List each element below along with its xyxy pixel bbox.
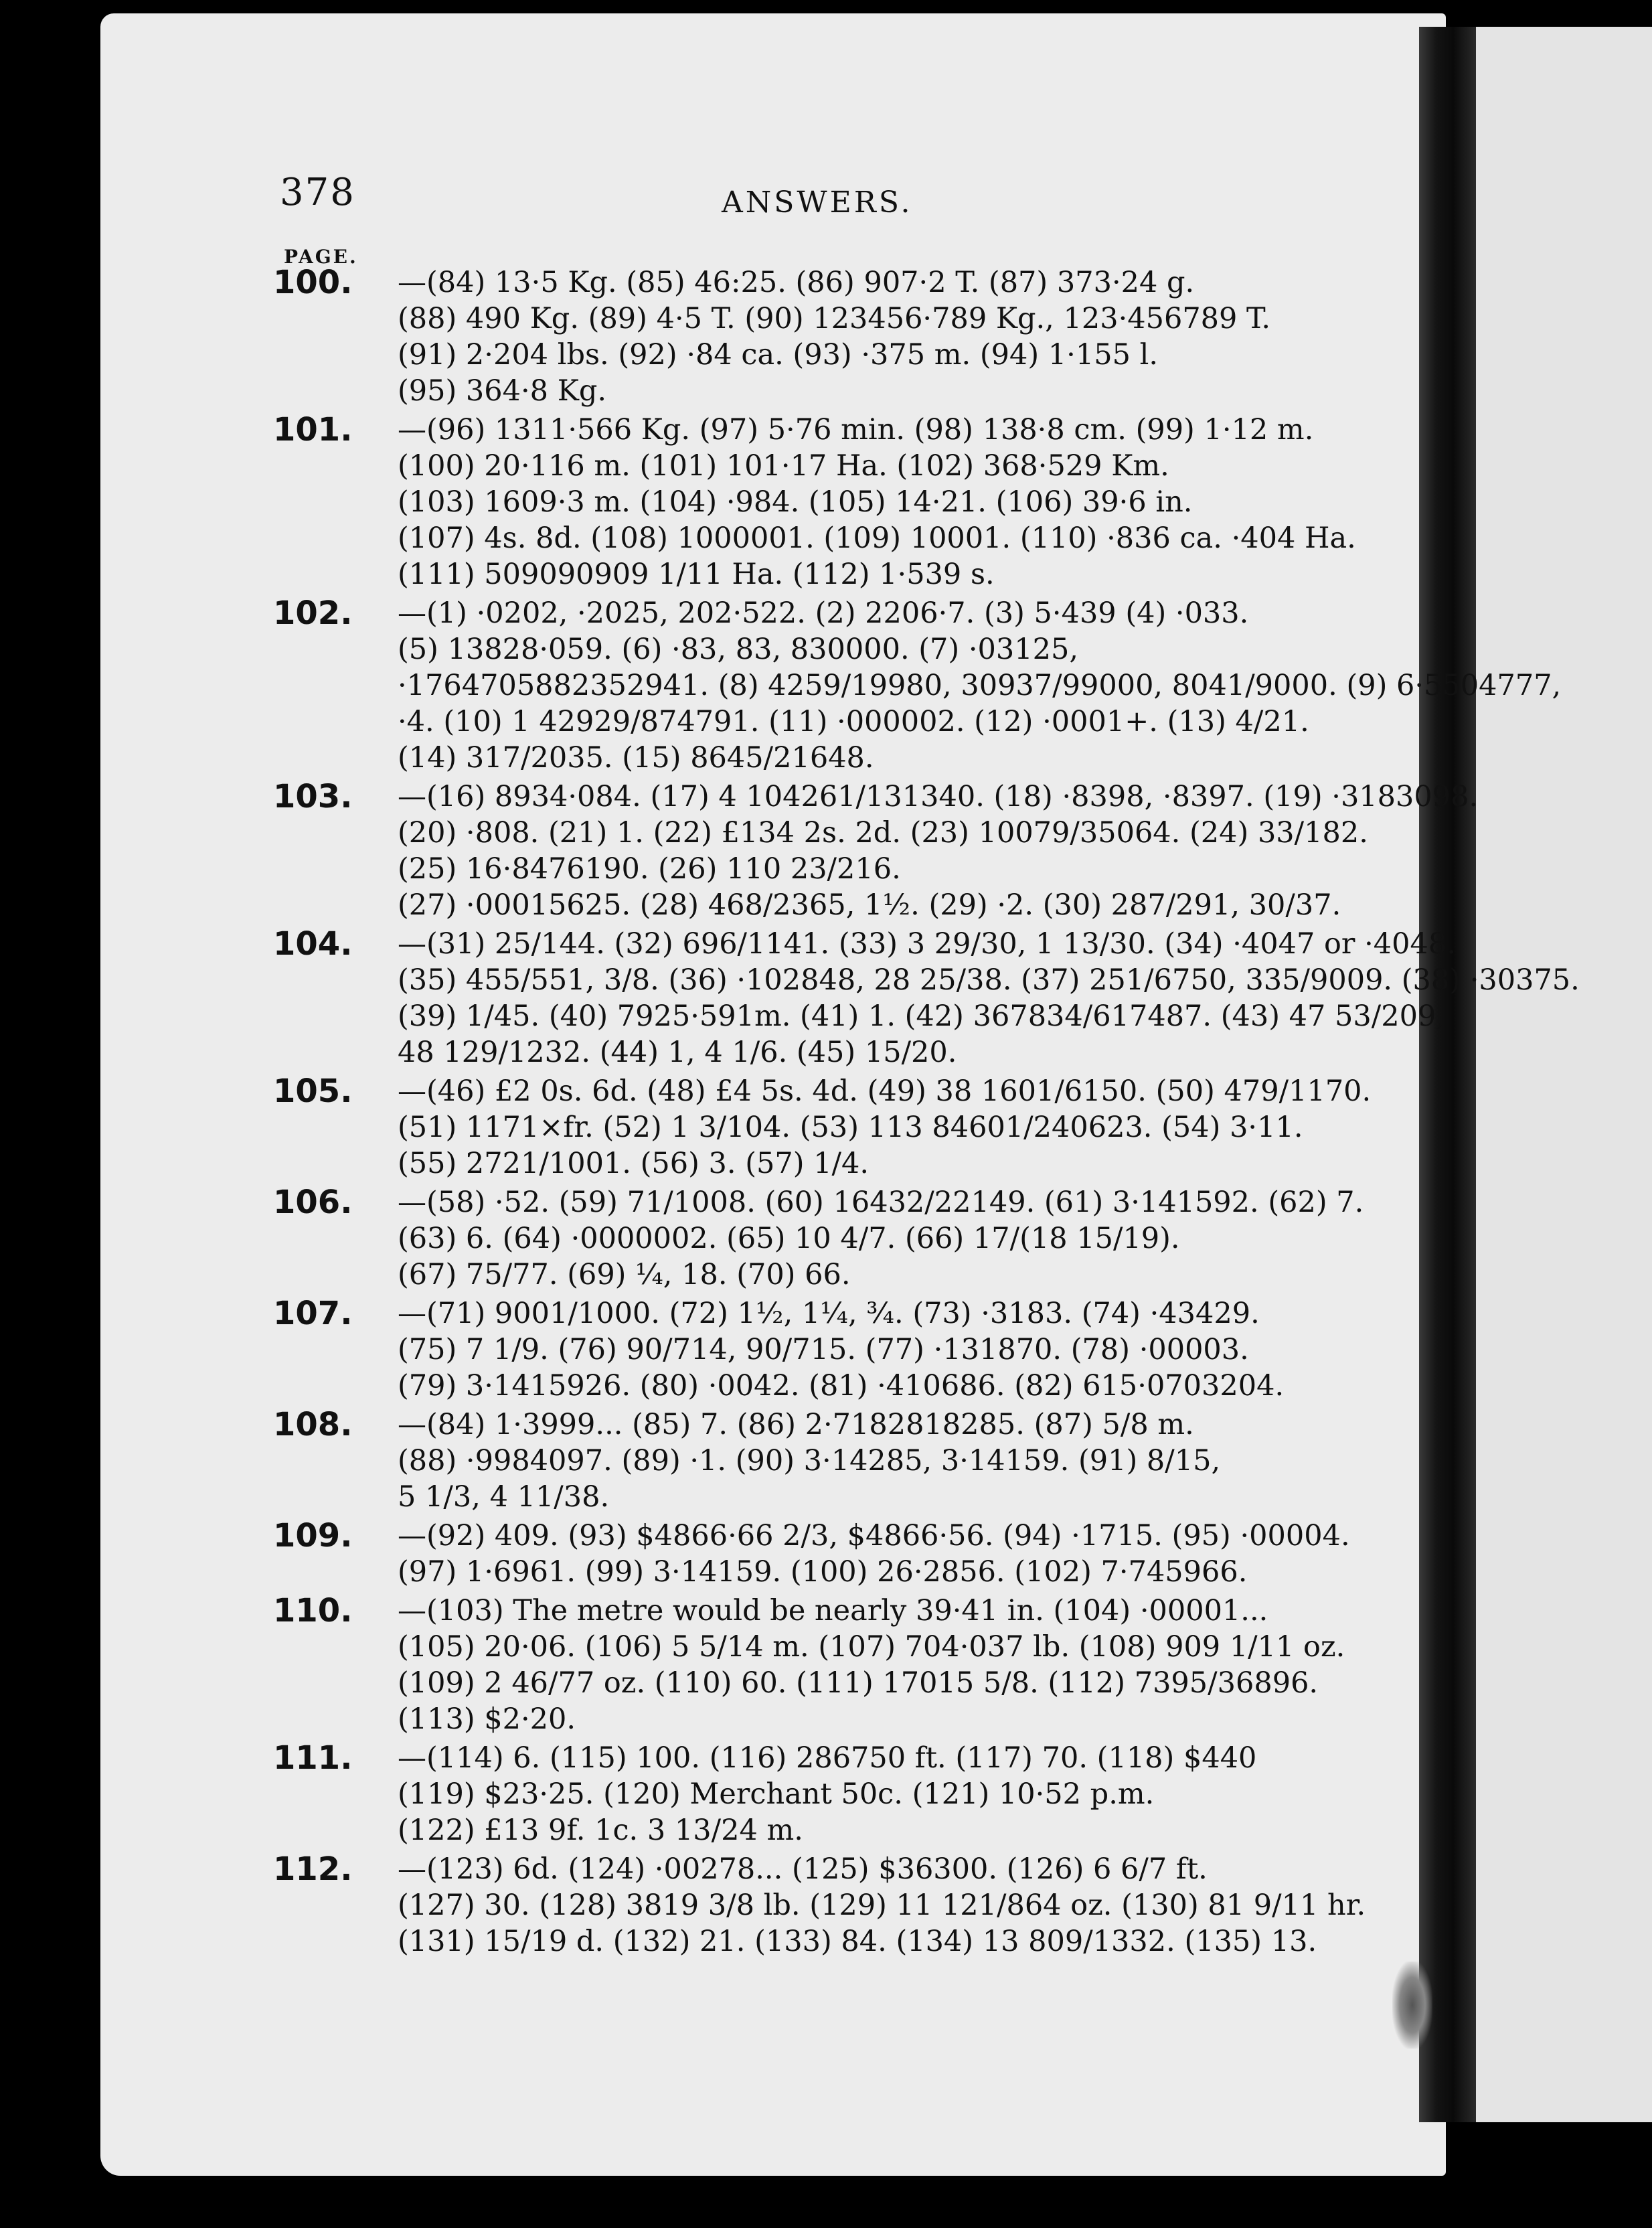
answer-line: —(46) £2 0s. 6d. (48) £4 5s. 4d. (49) 38 1601/6150. (50) 479/1170. xyxy=(398,1075,1372,1108)
answer-entry xyxy=(273,264,1344,409)
answer-entry xyxy=(273,1407,1344,1515)
entry-answers xyxy=(398,1184,1364,1293)
answer-line: (122) £13 9f. 1c. 3 13/24 m. xyxy=(398,1814,803,1847)
entry-page-number: 111. xyxy=(273,1739,353,1777)
answer-line: (5) 13828·059. (6) ·83, 83, 830000. (7) ·03125, xyxy=(398,633,1078,666)
entry-answers xyxy=(398,595,1561,776)
answer-line: (97) 1·6961. (99) 3·14159. (100) 26·2856. (102) 7·745966. xyxy=(398,1555,1248,1589)
column-heading: PAGE. xyxy=(284,246,358,268)
answer-line: (79) 3·1415926. (80) ·0042. (81) ·410686. (82) 615·0703204. xyxy=(398,1369,1285,1403)
page-header xyxy=(280,171,1324,231)
answer-line: (20) ·808. (21) 1. (22) £134 2s. 2d. (23) 10079/35064. (24) 33/182. xyxy=(398,816,1368,850)
entry-page-number: 103. xyxy=(273,778,353,815)
entry-answers xyxy=(398,926,1580,1070)
answer-line: (109) 2 46/77 oz. (110) 60. (111) 17015 5/8. (112) 7395/36896. xyxy=(398,1666,1319,1700)
answer-line: (103) 1609·3 m. (104) ·984. (105) 14·21. (106) 39·6 in. xyxy=(398,485,1193,519)
entry-answers xyxy=(398,779,1478,923)
answer-line: —(84) 1·3999... (85) 7. (86) 2·7182818285. (87) 5/8 m. xyxy=(398,1408,1194,1441)
answer-line: (75) 7 1/9. (76) 90/714, 90/715. (77) ·131870. (78) ·00003. xyxy=(398,1333,1249,1366)
entry-page-number: 112. xyxy=(273,1850,353,1888)
answer-line: 5 1/3, 4 11/38. xyxy=(398,1480,610,1514)
answer-line: (25) 16·8476190. (26) 110 23/216. xyxy=(398,852,901,886)
answer-line: (39) 1/45. (40) 7925·591m. (41) 1. (42) 367834/617487. (43) 47 53/209, xyxy=(398,1000,1446,1033)
answer-line: ·4. (10) 1 42929/874791. (11) ·000002. (12) ·0001+. (13) 4/21. xyxy=(398,705,1309,738)
page-stain xyxy=(1392,1962,1432,2049)
answer-line: (105) 20·06. (106) 5 5/14 m. (107) 704·037 lb. (108) 909 1/11 oz. xyxy=(398,1630,1345,1664)
answer-line: 48 129/1232. (44) 1, 4 1/6. (45) 15/20. xyxy=(398,1036,957,1069)
answer-entry xyxy=(273,925,1580,1070)
answer-entry xyxy=(273,1740,1344,1848)
answer-line: (88) 490 Kg. (89) 4·5 T. (90) 123456·789 Kg., 123·456789 T. xyxy=(398,302,1271,335)
entry-page-number: 100. xyxy=(273,264,353,301)
answer-line: —(1) ·0202, ·2025, 202·522. (2) 2206·7. (3) 5·439 (4) ·033. xyxy=(398,596,1249,630)
answer-line: (55) 2721/1001. (56) 3. (57) 1/4. xyxy=(398,1147,870,1180)
answer-line: —(96) 1311·566 Kg. (97) 5·76 min. (98) 138·8 cm. (99) 1·12 m. xyxy=(398,413,1314,447)
answer-line: —(84) 13·5 Kg. (85) 46:25. (86) 907·2 T. (87) 373·24 g. xyxy=(398,266,1195,299)
answer-line: —(71) 9001/1000. (72) 1½, 1¼, ¾. (73) ·3183. (74) ·43429. xyxy=(398,1297,1260,1330)
entry-page-number: 105. xyxy=(273,1072,353,1110)
entry-page-number: 102. xyxy=(273,594,353,632)
entry-answers xyxy=(398,1593,1345,1737)
answer-line: (14) 317/2035. (15) 8645/21648. xyxy=(398,741,874,775)
answer-line: —(31) 25/144. (32) 696/1141. (33) 3 29/30, 1 13/30. (34) ·4047 or ·4048. xyxy=(398,927,1456,961)
answer-line: (119) $23·25. (120) Merchant 50c. (121) 10·52 p.m. xyxy=(398,1777,1155,1811)
answer-line: —(92) 409. (93) $4866·66 2/3, $4866·56. (94) ·1715. (95) ·00004. xyxy=(398,1519,1350,1553)
answer-line: (51) 1171×fr. (52) 1 3/104. (53) 113 84601/240623. (54) 3·11. xyxy=(398,1111,1303,1144)
answer-entry xyxy=(273,1593,1344,1737)
answer-line: —(123) 6d. (124) ·00278... (125) $36300. (126) 6 6/7 ft. xyxy=(398,1852,1208,1886)
answer-line: (100) 20·116 m. (101) 101·17 Ha. (102) 368·529 Km. xyxy=(398,449,1169,483)
answer-line: (91) 2·204 lbs. (92) ·84 ca. (93) ·375 m. (94) 1·155 l. xyxy=(398,338,1159,372)
entry-answers xyxy=(398,1851,1366,1960)
entry-page-number: 108. xyxy=(273,1406,353,1443)
answer-entry xyxy=(273,1184,1364,1293)
answer-line: (111) 509090909 1/11 Ha. (112) 1·539 s. xyxy=(398,558,995,591)
answer-line: (88) ·9984097. (89) ·1. (90) 3·14285, 3·14159. (91) 8/15, xyxy=(398,1444,1221,1478)
entry-answers xyxy=(398,412,1356,592)
page-number: 378 xyxy=(280,171,355,214)
answer-entry xyxy=(273,1072,1372,1182)
answer-line: (67) 75/77. (69) ¼, 18. (70) 66. xyxy=(398,1258,851,1291)
answers-list xyxy=(273,264,1580,1962)
entry-page-number: 104. xyxy=(273,925,353,963)
answer-line: (113) $2·20. xyxy=(398,1702,576,1736)
answer-line: (63) 6. (64) ·0000002. (65) 10 4/7. (66) 17/(18 15/19). xyxy=(398,1222,1180,1255)
entry-answers xyxy=(398,264,1344,409)
answer-entry xyxy=(273,1850,1366,1960)
answer-entry xyxy=(273,1295,1344,1404)
answer-line: (127) 30. (128) 3819 3/8 lb. (129) 11 121/864 oz. (130) 81 9/11 hr. xyxy=(398,1889,1366,1922)
answer-line: (27) ·00015625. (28) 468/2365, 1½. (29) ·2. (30) 287/291, 30/37. xyxy=(398,888,1341,922)
entry-answers xyxy=(398,1407,1344,1515)
entry-page-number: 101. xyxy=(273,411,353,449)
entry-answers xyxy=(398,1740,1344,1848)
entry-page-number: 109. xyxy=(273,1517,353,1555)
entry-page-number: 107. xyxy=(273,1295,353,1332)
answer-line: (35) 455/551, 3/8. (36) ·102848, 28 25/38. (37) 251/6750, 335/9009. (38) ·30375. xyxy=(398,963,1580,997)
book-gutter xyxy=(1419,27,1476,2122)
answer-entry xyxy=(273,1517,1350,1590)
entry-page-number: 106. xyxy=(273,1184,353,1221)
answer-line: (95) 364·8 Kg. xyxy=(398,374,607,408)
answer-line: —(58) ·52. (59) 71/1008. (60) 16432/22149. (61) 3·141592. (62) 7. xyxy=(398,1186,1364,1219)
facing-page-edge xyxy=(1476,27,1652,2122)
entry-page-number: 110. xyxy=(273,1592,353,1629)
answer-line: —(16) 8934·084. (17) 4 104261/131340. (18) ·8398, ·8397. (19) ·3183098. xyxy=(398,780,1479,813)
answer-entry xyxy=(273,411,1356,592)
answer-line: (107) 4s. 8d. (108) 1000001. (109) 10001. (110) ·836 ca. ·404 Ha. xyxy=(398,522,1356,555)
answer-entry xyxy=(273,778,1479,923)
answer-line: (131) 15/19 d. (132) 21. (133) 84. (134) 13 809/1332. (135) 13. xyxy=(398,1925,1317,1958)
entry-answers xyxy=(398,1518,1350,1590)
answer-line: ·1764705882352941. (8) 4259/19980, 30937/99000, 8041/9000. (9) 6·5504777, xyxy=(398,669,1562,702)
entry-answers xyxy=(398,1295,1344,1404)
answer-entry xyxy=(273,594,1562,776)
answer-line: —(103) The metre would be nearly 39·41 in. (104) ·00001... xyxy=(398,1594,1268,1627)
running-head: ANSWERS. xyxy=(722,185,913,220)
entry-answers xyxy=(398,1073,1371,1182)
answer-line: —(114) 6. (115) 100. (116) 286750 ft. (117) 70. (118) $440 xyxy=(398,1741,1257,1775)
